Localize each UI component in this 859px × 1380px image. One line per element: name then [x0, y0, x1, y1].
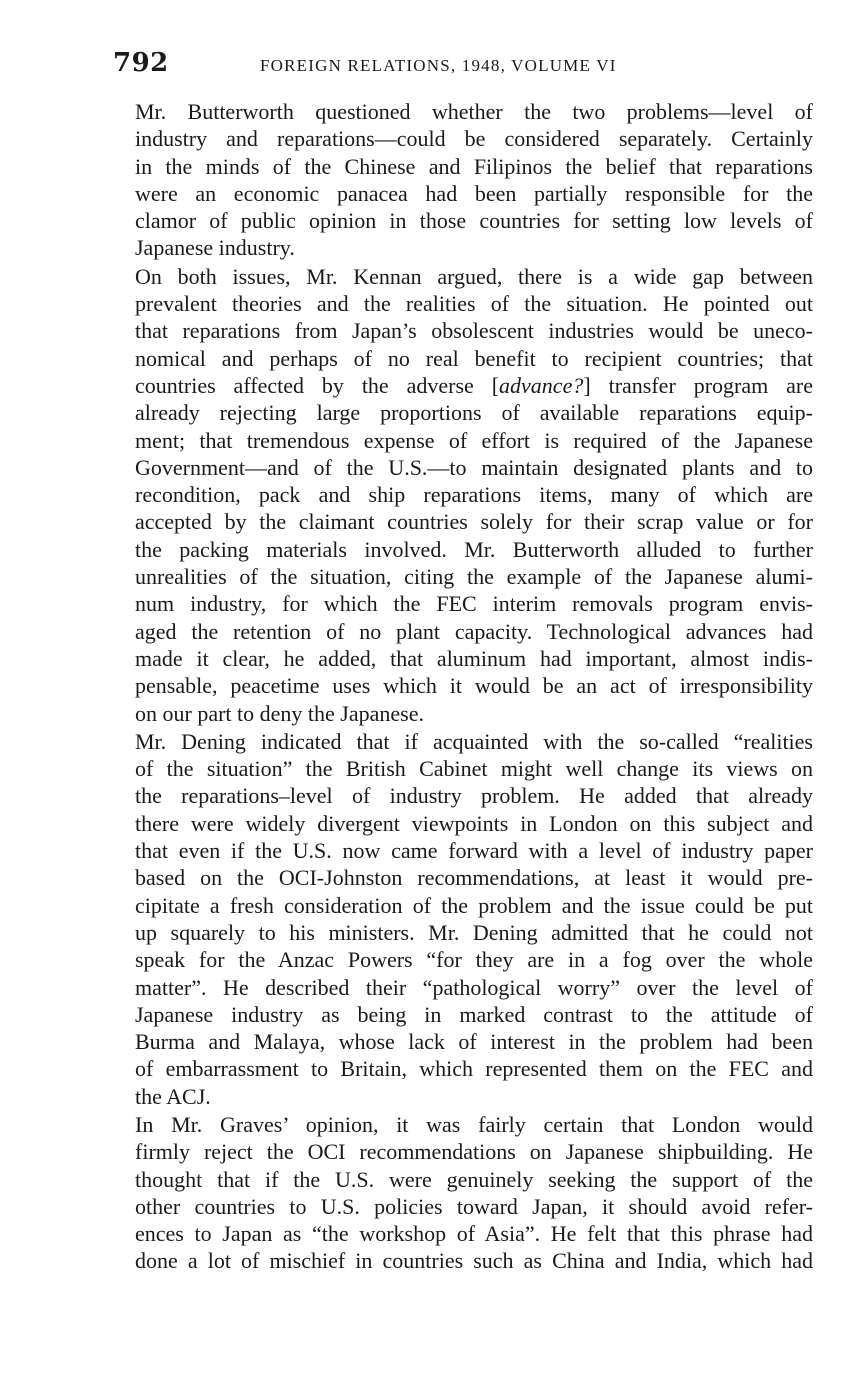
text-line: Burma and Malaya, whose lack of interest in the problem had been	[135, 1029, 813, 1055]
text-line: of the situation” the British Cabinet might well change its views on	[135, 756, 813, 782]
text-line: other countries to U.S. policies toward Japan, it should avoid refer-	[135, 1193, 813, 1219]
text-line: made it clear, he added, that aluminum had important, almost indis-	[135, 645, 813, 671]
text-line: cipitate a fresh consideration of the problem and the issue could be put	[135, 892, 813, 918]
text-line: the ACJ.	[135, 1083, 211, 1109]
text-line-with-insert	[113, 372, 813, 399]
insert-line-suffix: ] transfer program are	[583, 372, 813, 398]
page-number: 792	[113, 48, 169, 78]
text-line: that reparations from Japan’s obsolescent industries would be uneco-	[135, 318, 813, 344]
text-line: already rejecting large proportions of available reparations equip-	[135, 400, 813, 426]
text-line: clamor of public opinion in those countries for setting low levels of	[135, 208, 813, 234]
text-line: thought that if the U.S. were genuinely seeking the support of the	[135, 1166, 813, 1192]
text-line: based on the OCI-Johnston recommendations, at least it would pre-	[135, 865, 813, 891]
text-line: speak for the Anzac Powers “for they are in a fog over the whole	[135, 947, 813, 973]
paragraph-butterworth-question	[113, 98, 813, 262]
insert-line-prefix: countries affected by the adverse [	[135, 372, 500, 398]
text-line: prevalent theories and the realities of the situation. He pointed out	[135, 291, 813, 317]
text-line: that even if the U.S. now came forward with a level of industry paper	[135, 838, 813, 864]
text-line: the packing materials involved. Mr. Butterworth alluded to further	[135, 536, 813, 562]
text-line: Japanese industry.	[135, 235, 295, 261]
text-line: firmly reject the OCI recommendations on Japanese shipbuilding. He	[135, 1139, 813, 1165]
text-line: aged the retention of no plant capacity. Technological advances had	[135, 618, 813, 644]
text-line: nomical and perhaps of no real benefit to recipient countries; that	[135, 345, 813, 371]
text-line: Government—and of the U.S.—to maintain designated plants and to	[135, 454, 813, 480]
text-line: there were widely divergent viewpoints in London on this subject and	[135, 810, 813, 836]
text-line: Japanese industry as being in marked contrast to the attitude of	[135, 1001, 813, 1027]
text-line: ences to Japan as “the workshop of Asia”. He felt that this phrase had	[135, 1221, 813, 1247]
text-line: pensable, peacetime uses which it would be an act of irresponsibility	[135, 673, 813, 699]
text-line: In Mr. Graves’ opinion, it was fairly certain that London would	[135, 1111, 813, 1137]
text-line: Mr. Dening indicated that if acquainted with the so-called “realities	[135, 728, 813, 754]
text-line: Mr. Butterworth questioned whether the two problems—level of	[135, 99, 813, 124]
paragraph-kennan-argument	[113, 263, 813, 727]
text-line: recondition, pack and ship reparations items, many of which are	[135, 482, 813, 508]
editorial-insert: advance?	[499, 372, 584, 398]
paragraph-dening-indication	[113, 728, 813, 1110]
text-line: matter”. He described their “pathological worry” over the level of	[135, 974, 813, 1000]
text-line: the reparations–level of industry problem. He added that already	[135, 783, 813, 809]
text-line: of embarrassment to Britain, which represented them on the FEC and	[135, 1056, 813, 1082]
running-head: FOREIGN RELATIONS, 1948, VOLUME VI	[260, 56, 617, 75]
text-line: num industry, for which the FEC interim removals program envis-	[135, 591, 813, 617]
text-line: accepted by the claimant countries solely for their scrap value or for	[135, 509, 813, 535]
text-line: in the minds of the Chinese and Filipinos the belief that reparations	[135, 153, 813, 179]
text-line: ment; that tremendous expense of effort is required of the Japanese	[135, 427, 813, 453]
text-line: up squarely to his ministers. Mr. Dening admitted that he could not	[135, 919, 813, 945]
text-line: industry and reparations—could be considered separately. Certainly	[135, 126, 813, 152]
text-line: were an economic panacea had been partially responsible for the	[135, 180, 813, 206]
text-line: done a lot of mischief in countries such as China and India, which had	[135, 1248, 813, 1274]
text-line: On both issues, Mr. Kennan argued, there is a wide gap between	[135, 263, 813, 289]
paragraph-graves-opinion	[113, 1111, 813, 1275]
text-line: unrealities of the situation, citing the example of the Japanese alumi-	[135, 564, 813, 590]
body-text	[113, 98, 813, 1275]
text-line: on our part to deny the Japanese.	[135, 700, 424, 726]
page-header	[113, 48, 813, 82]
